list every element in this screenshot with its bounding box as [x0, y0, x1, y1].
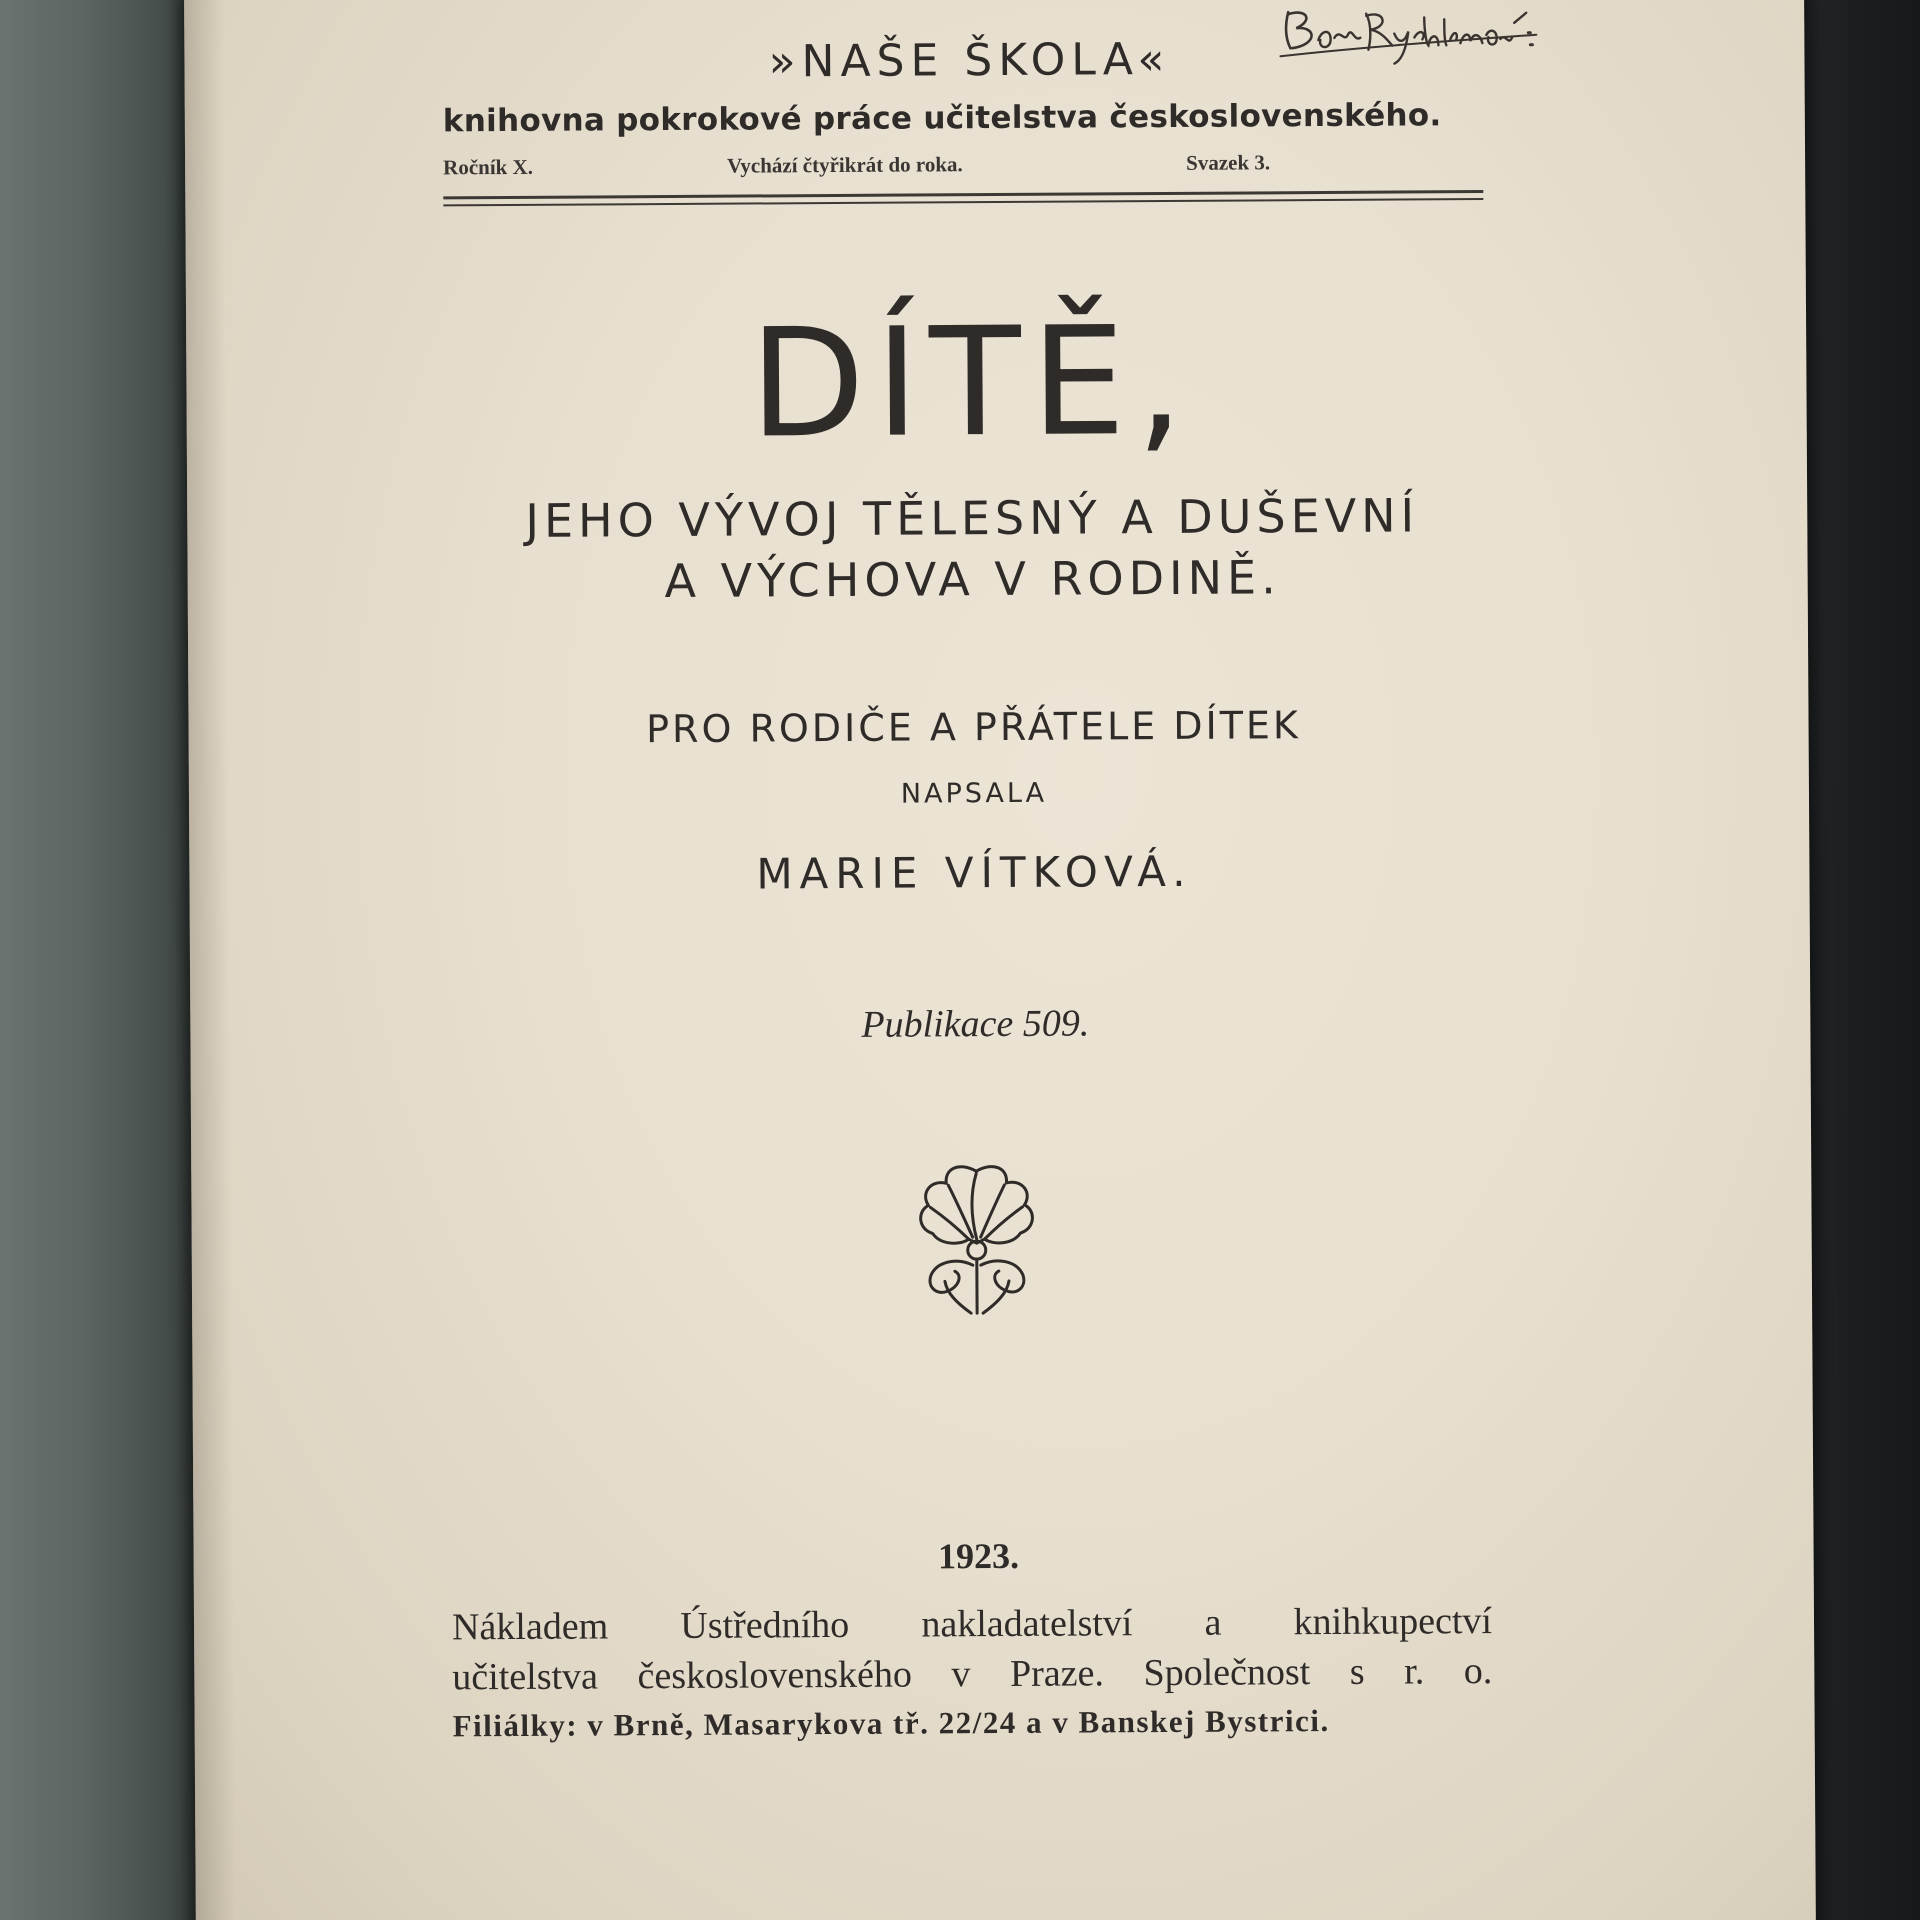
header-rule — [443, 190, 1483, 199]
author-name: MARIE VÍTKOVÁ. — [756, 846, 1193, 899]
publication-frequency: Vychází čtyřikrát do roka. — [727, 152, 963, 178]
volume-year: Ročník X. — [443, 154, 534, 180]
book-cover-edge — [0, 0, 210, 1920]
flower-ornament-icon — [906, 1153, 1047, 1324]
publisher-line: učitelstva československého v Praze. Společnost s r. o. — [452, 1650, 1493, 1699]
audience-line: PRO RODIČE A PŘÁTELE DÍTEK — [646, 703, 1302, 752]
series-title: »NAŠE ŠKOLA« — [768, 33, 1171, 88]
publication-year: 1923. — [937, 1535, 1020, 1577]
publication-number: Publikace 509. — [861, 1002, 1090, 1046]
branches-line: Filiálky: v Brně, Masarykova tř. 22/24 a v Banskej Bystrici. — [452, 1703, 1330, 1744]
header-rule — [443, 198, 1483, 206]
series-subtitle: knihovna pokrokové práce učitelstva československého. — [442, 97, 1442, 140]
byline-label: NAPSALA — [900, 777, 1048, 810]
publisher-line: Nákladem Ústředního nakladatelství a knihkupectví — [451, 1600, 1493, 1649]
title-page — [184, 0, 1816, 1920]
issue-number: Svazek 3. — [1186, 150, 1271, 175]
book-title: DÍTĚ, — [748, 294, 1194, 472]
book-subtitle-line: JEHO VÝVOJ TĚLESNÝ A DUŠEVNÍ — [525, 488, 1420, 548]
book-subtitle-line: A VÝCHOVA V RODINĚ. — [664, 550, 1281, 609]
